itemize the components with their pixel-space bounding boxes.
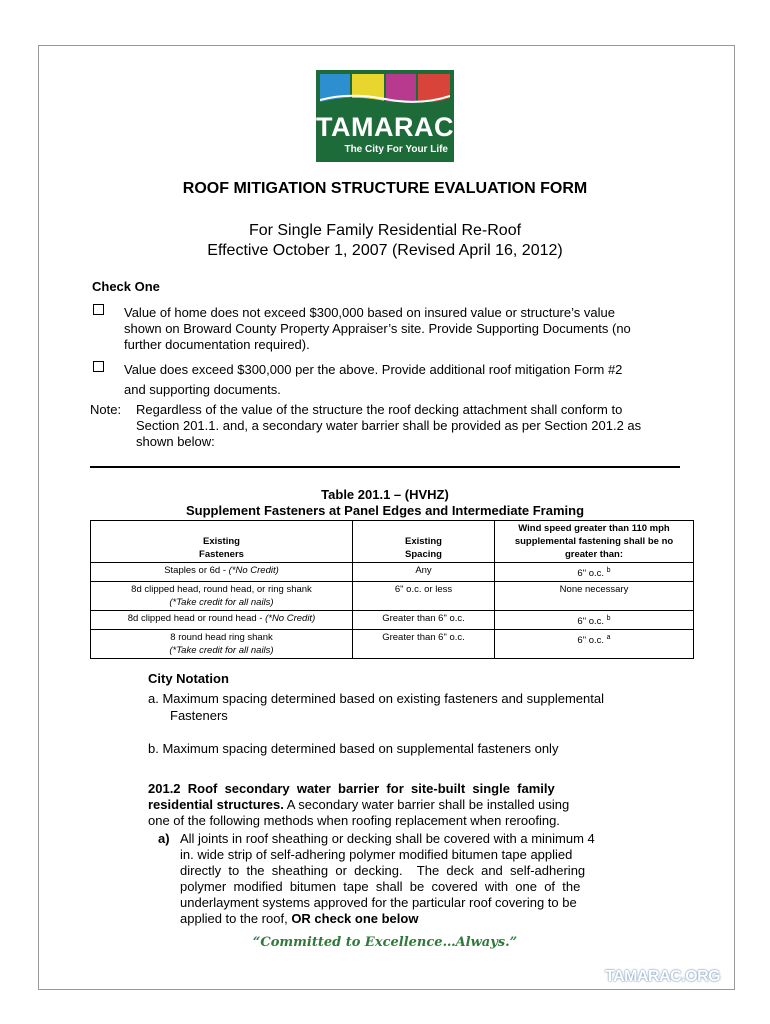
row2-credit: (*Take credit for all nails) [169, 597, 274, 609]
section-line2 [148, 797, 569, 813]
check-one-below: OR check one below [291, 911, 419, 926]
form-subtitle: For Single Family Residential Re-Roof [248, 222, 522, 239]
table-row [91, 563, 694, 582]
option2-line1: Value does exceed $300,000 per the above. Provide additional roof mitigation Form #2 [124, 362, 623, 377]
row1-max: 6" o.c. [577, 568, 607, 580]
row3-credit: (*No Credit) [265, 613, 316, 625]
website-link[interactable]: TAMARAC.ORG [605, 968, 721, 985]
form-title: ROOF MITIGATION STRUCTURE EVALUATION FORM [182, 180, 588, 197]
row4-spacing: Greater than 6" o.c. [353, 630, 495, 659]
row2-spacing: 6" o.c. or less [353, 582, 495, 611]
check-one-label: Check One [92, 279, 160, 294]
divider [90, 466, 680, 468]
section-line3: one of the following methods when roofing replacement when reroofing. [148, 813, 560, 828]
option1-line3: further documentation required). [124, 337, 310, 352]
table-subtitle: Supplement Fasteners at Panel Edges and Intermediate Framing [185, 503, 585, 518]
logo-name: TAMARAC [316, 112, 454, 142]
note-line2: Section 201.1. and, a secondary water barrier shall be provided as per Section 201.2 as [136, 418, 642, 433]
note-label: Note: [90, 402, 122, 417]
table-title: Table 201.1 – (HVHZ) [321, 487, 449, 502]
section-heading-end: residential structures. [148, 797, 284, 812]
table-header-row [91, 521, 694, 563]
row1-fastener: Staples or 6d - [164, 565, 229, 576]
notation-a-line2: Fasteners [170, 708, 228, 723]
section-heading: 201.2 Roof secondary water barrier for site-built single family [148, 781, 555, 796]
item-a-line3: directly to the sheathing or decking. The deck and self-adhering [180, 863, 586, 878]
header-existing-fasteners-1: Existing [203, 536, 240, 547]
row4-fastener: 8 round head ring shank [170, 632, 273, 644]
row2-fastener: 8d clipped head, round head, or ring shank [131, 584, 312, 596]
tamarac-logo [316, 70, 454, 162]
row1-footnote: b [606, 567, 611, 574]
item-a-line5: underlayment systems approved for the particular roof covering to be [180, 895, 577, 910]
option2-line2: and supporting documents. [124, 382, 281, 397]
table-row [91, 611, 694, 630]
section-line2-text: A secondary water barrier shall be installed using [283, 797, 570, 812]
header-wind-1: Wind speed greater than 110 mph [518, 523, 670, 534]
note-line3: shown below: [136, 434, 215, 449]
item-a-line2: in. wide strip of self-adhering polymer modified bitumen tape applied [180, 847, 573, 862]
item-a-line1: All joints in roof sheathing or decking shall be covered with a minimum 4 [180, 831, 595, 846]
notation-a-line1: a. Maximum spacing determined based on existing fasteners and supplemental [148, 691, 604, 706]
slogan: “Committed to Excellence…Always.” [252, 935, 518, 950]
row4-credit: (*Take credit for all nails) [169, 645, 274, 657]
option1-line1: Value of home does not exceed $300,000 based on insured value or structure’s value [124, 305, 615, 320]
row3-max: 6" o.c. [577, 616, 607, 628]
item-a-line6 [180, 911, 418, 927]
row3-fastener: 8d clipped head or round head - [127, 613, 266, 625]
option2-checkbox[interactable] [93, 361, 104, 372]
form-effective-date: Effective October 1, 2007 (Revised April 16, 2012) [207, 242, 563, 259]
row2-max: None necessary [495, 582, 694, 611]
notation-b: b. Maximum spacing determined based on supplemental fasteners only [148, 741, 559, 756]
table-row [91, 582, 694, 611]
logo-tagline: The City For Your Life [344, 144, 448, 155]
option1-checkbox[interactable] [93, 304, 104, 315]
header-existing-spacing-1: Existing [405, 536, 442, 547]
header-existing-fasteners-2: Fasteners [199, 549, 244, 560]
header-wind-3: greater than: [564, 549, 624, 560]
option1-line2: shown on Broward County Property Appraiser’s site. Provide Supporting Documents (no [124, 321, 631, 336]
row1-credit: (*No Credit) [228, 565, 279, 576]
row4-footnote: a [606, 634, 611, 642]
row3-footnote: b [606, 615, 611, 623]
note-line1: Regardless of the value of the structure the roof decking attachment shall conform to [136, 402, 623, 417]
notation-title: City Notation [148, 671, 229, 686]
table-row [91, 630, 694, 659]
row1-spacing: Any [353, 563, 495, 582]
item-a-label: a) [158, 831, 170, 846]
item-a-line6-text: applied to the roof, [180, 911, 292, 926]
header-wind-2: supplemental fastening shall be no [514, 536, 674, 547]
row3-spacing: Greater than 6" o.c. [353, 611, 495, 630]
fasteners-table [90, 520, 694, 659]
header-existing-spacing-2: Spacing [405, 549, 442, 560]
row4-max: 6" o.c. [577, 635, 607, 647]
item-a-line4: polymer modified bitumen tape shall be covered with one of the [180, 879, 581, 894]
